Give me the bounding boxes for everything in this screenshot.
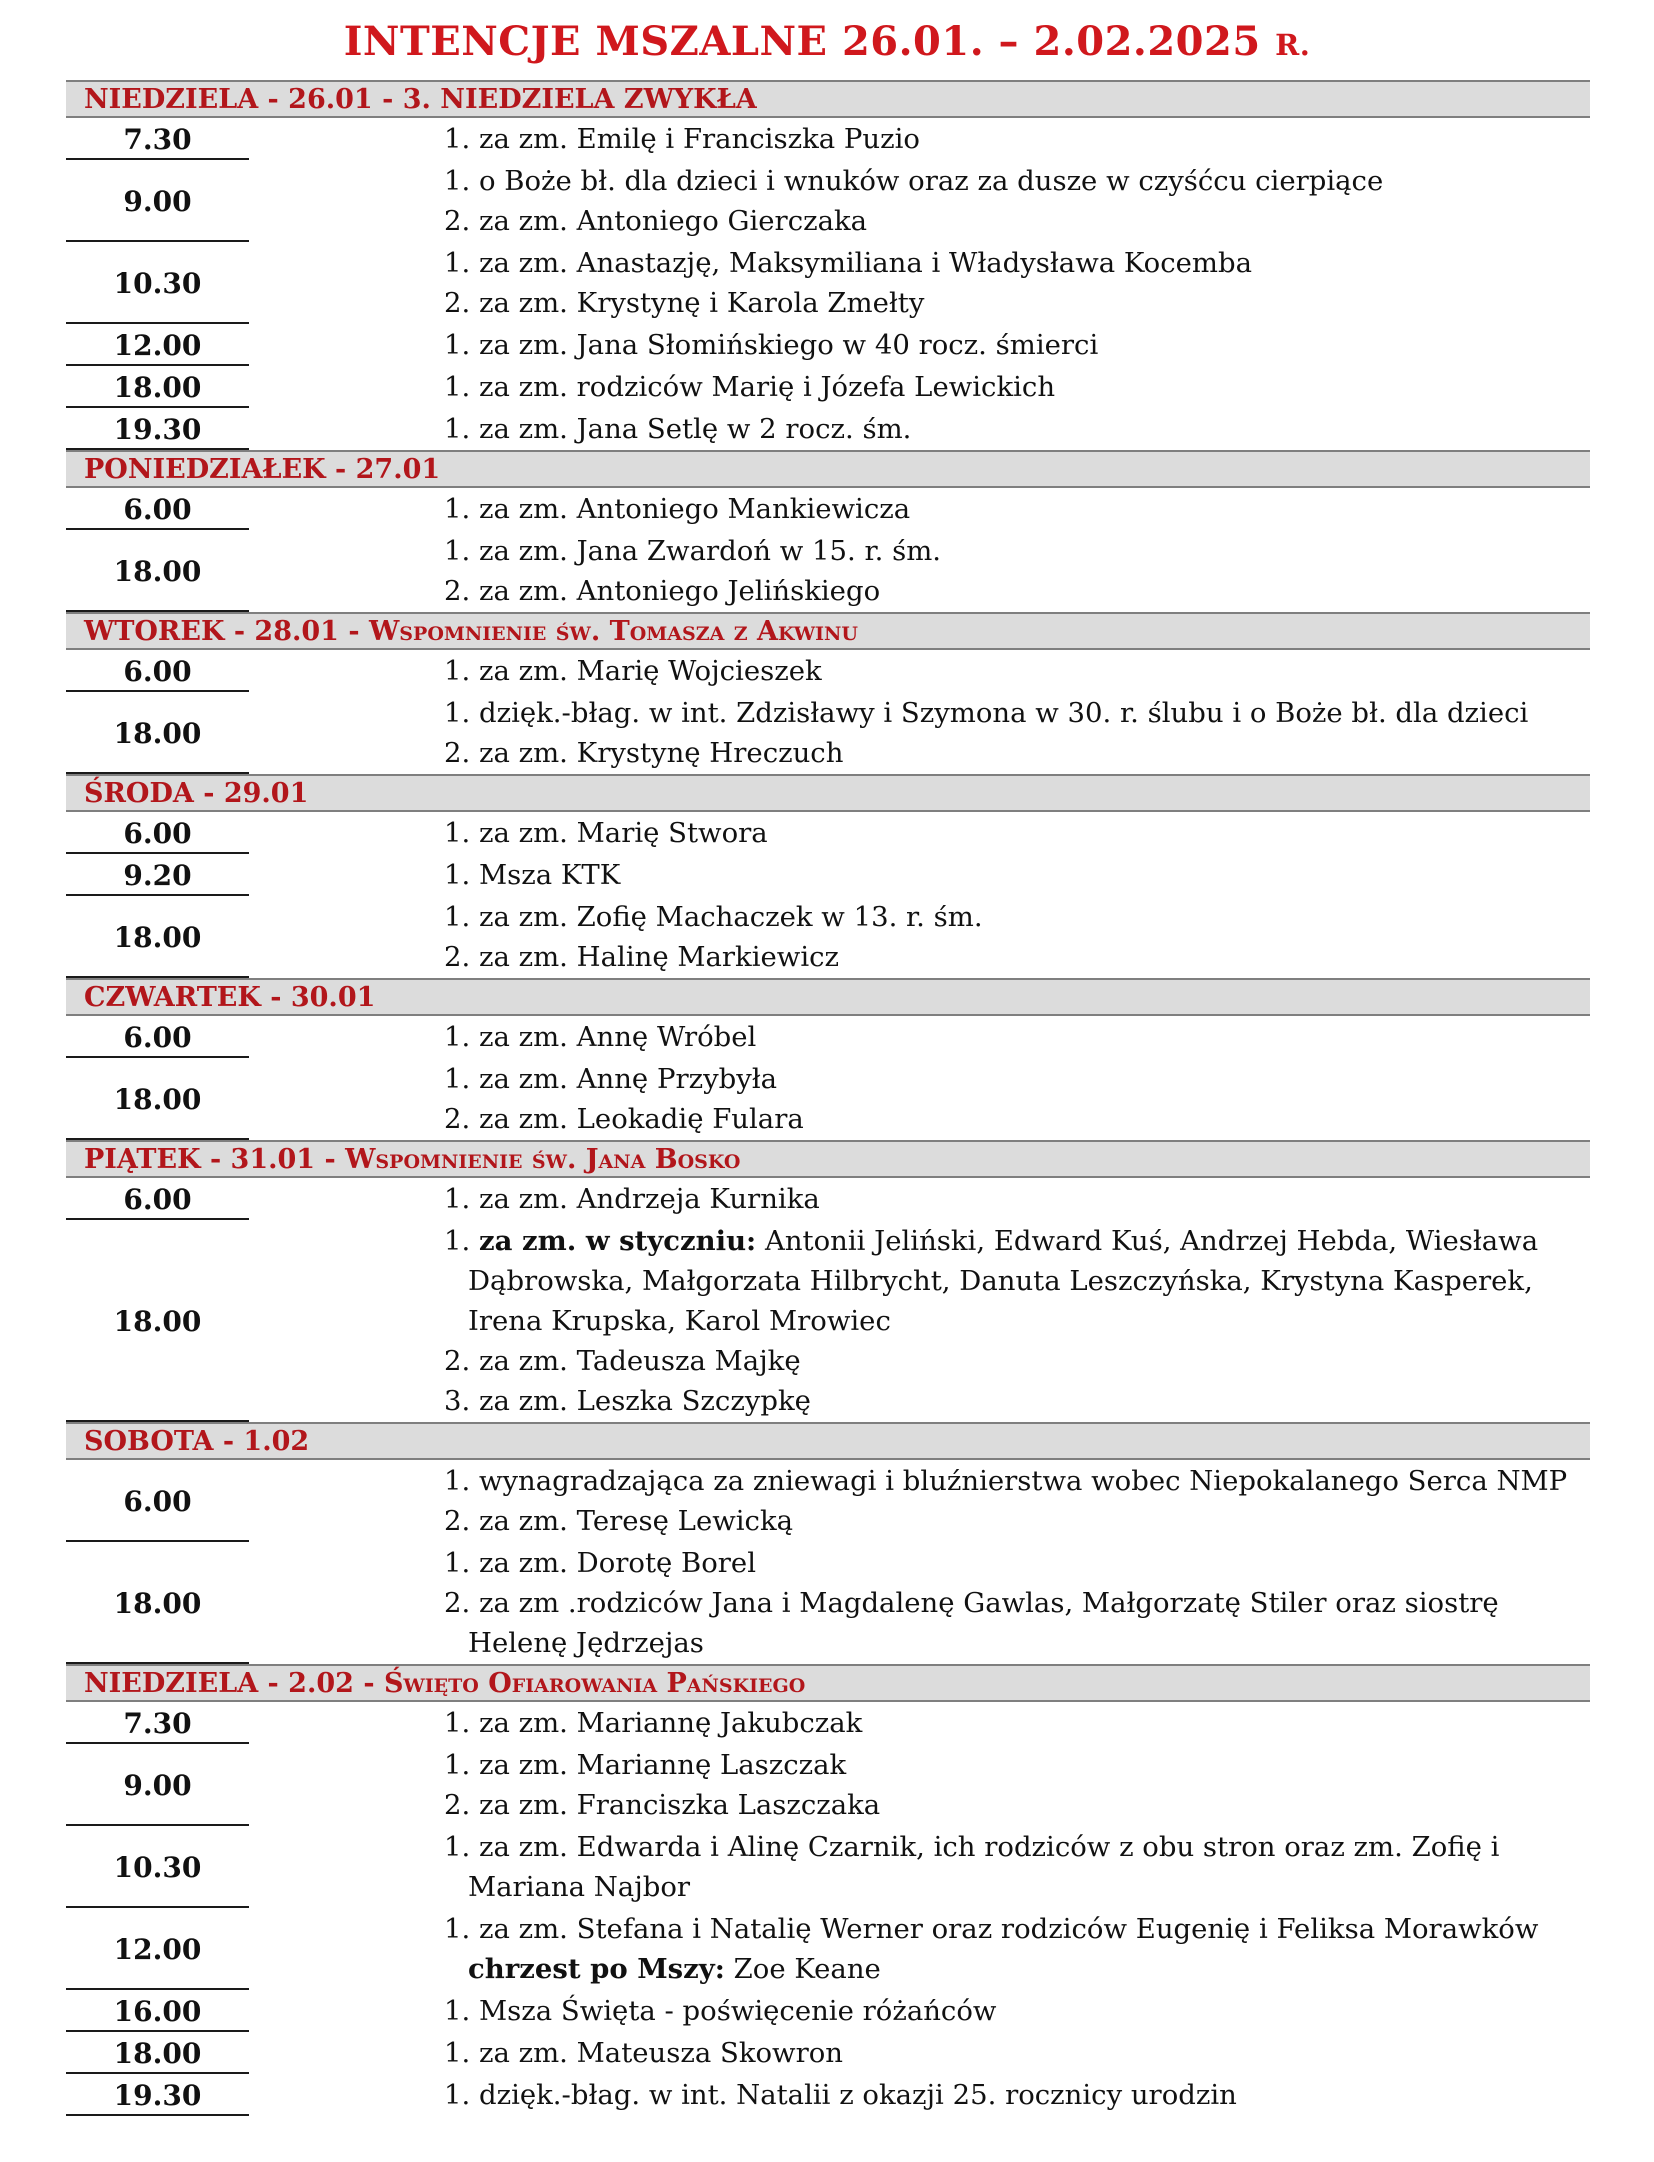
mass-row [66,1702,1590,1744]
mass-intentions [444,1702,862,1744]
day-label: CZWARTEK - 30.01 [84,982,376,1013]
mass-intentions [444,2032,843,2074]
mass-time: 18.00 [113,716,202,750]
mass-time: 9.20 [123,858,192,892]
mass-intentions [444,1542,1590,1664]
mass-time: 7.30 [123,1706,192,1740]
mass-row [66,408,1590,450]
mass-row [66,1058,1590,1140]
mass-intentions [444,1220,1590,1422]
intention-line: 1. o Boże bł. dla dzieci i wnuków oraz za dusze w czyśćcu cierpiące [444,165,1384,197]
day-label: NIEDZIELA - 26.01 - 3. NIEDZIELA ZWYKŁA [84,84,757,115]
intention-line: 2. za zm. Halinę Markiewicz [444,941,840,973]
intention-line: 1. za zm. Dorotę Borel [444,1547,757,1579]
intention-line: 1. dzięk.-błag. w int. Natalii z okazji 25. rocznicy urodzin [444,2079,1237,2111]
intention-line: 1. za zm. Andrzeja Kurnika [444,1183,820,1215]
intention-line: 1. wynagradzająca za zniewagi i bluźnierstwa wobec Niepokalanego Serca NMP [444,1465,1568,1497]
day-header [66,1422,1590,1460]
day-section [66,1664,1590,2116]
mass-time: 6.00 [123,654,192,688]
feast-name: Wspomnienie św. Tomasza z Akwinu [368,616,858,647]
mass-time: 10.30 [113,1850,202,1884]
intention-line: 1. za zm. Mariannę Laszczak [444,1749,847,1781]
intention-line: 1. za zm. Mateusza Skowron [444,2037,843,2069]
day-section [66,1140,1590,1422]
mass-row [66,366,1590,408]
intention-line: 3. za zm. Leszka Szczypkę [444,1385,811,1417]
day-header [66,450,1590,488]
day-label: WTOREK - 28.01 - [84,616,369,647]
mass-time: 10.30 [113,266,202,300]
mass-row [66,1542,1590,1664]
intention-line: 2. za zm. Teresę Lewicką [444,1505,794,1537]
day-section [66,612,1590,774]
mass-time: 9.00 [123,1768,192,1802]
intention-line: 1. za zm. Jana Setlę w 2 rocz. śm. [444,413,912,445]
intention-line: 2. za zm. Franciszka Laszczaka [444,1789,881,1821]
day-label: SOBOTA - 1.02 [84,1426,310,1457]
mass-row [66,488,1590,530]
mass-intentions [444,118,920,160]
mass-intentions [444,242,1252,324]
intention-line: 1. za zm. rodziców Marię i Józefa Lewickich [444,371,1056,403]
mass-intentions [444,160,1383,242]
day-header [66,1664,1590,1702]
mass-row [66,692,1590,774]
mass-time: 6.00 [123,1182,192,1216]
intention-line: 1. dzięk.-błag. w int. Zdzisławy i Szymona w 30. r. ślubu i o Boże bł. dla dzieci [444,697,1529,729]
intention-line: 1. za zm. Antoniego Mankiewicza [444,493,911,525]
mass-time: 12.00 [113,1932,202,1966]
mass-time: 6.00 [123,492,192,526]
mass-time: 18.00 [113,1586,202,1620]
intention-line: 2. za zm. Leokadię Fulara [444,1103,804,1135]
mass-time: 18.00 [113,370,202,404]
day-header [66,1140,1590,1178]
intention-line: 2. za zm. Tadeusza Majkę [444,1345,801,1377]
intention-bold-label: chrzest po Mszy: [468,1953,725,1985]
mass-time: 6.00 [123,1484,192,1518]
mass-intentions [444,692,1528,774]
mass-intentions [444,896,983,978]
mass-row [66,242,1590,324]
mass-intentions [444,1826,1590,1908]
mass-time: 6.00 [123,1020,192,1054]
day-header [66,774,1590,812]
day-header [66,612,1590,650]
mass-intentions [444,1178,820,1220]
mass-row [66,2074,1590,2116]
day-label: PIĄTEK - 31.01 - [84,1144,346,1175]
intention-line: 1. za zm. Marię Wojcieszek [444,655,822,687]
day-header [66,80,1590,118]
mass-intentions [444,366,1055,408]
day-label: ŚRODA - 29.01 [84,778,309,809]
intention-line: 2. za zm. Antoniego Gierczaka [444,205,868,237]
mass-row [66,160,1590,242]
mass-intentions [444,854,620,896]
feast-name: Wspomnienie św. Jana Bosko [345,1144,741,1175]
mass-time: 6.00 [123,816,192,850]
mass-intentions [444,1058,804,1140]
mass-intentions [444,1016,756,1058]
intention-line: 1. za zm. Annę Wróbel [444,1021,757,1053]
intention-line: 1. Msza Święta - poświęcenie różańców [444,1995,997,2027]
intention-line: 1. za zm. Stefana i Natalię Werner oraz rodziców Eugenię i Feliksa Morawków [444,1913,1539,1945]
intention-line: 2. za zm. Krystynę Hreczuch [444,737,844,769]
mass-row [66,2032,1590,2074]
mass-row [66,1460,1590,1542]
mass-time: 19.30 [113,412,202,446]
mass-time: 19.30 [113,2078,202,2112]
mass-intentions [444,1744,880,1826]
intention-bold-label: za zm. w styczniu: [478,1225,757,1257]
intention-line: 1. za zm. Mariannę Jakubczak [444,1707,863,1739]
mass-intentions [444,408,911,450]
mass-row [66,1016,1590,1058]
intention-line: 1. za zm. Jana Słomińskiego w 40 rocz. śmierci [444,329,1099,361]
title-main: INTENCJE MSZALNE 26.01. – 2.02.2025 [343,18,1261,65]
day-label: PONIEDZIAŁEK - 27.01 [84,454,441,485]
mass-intentions [444,1460,1567,1542]
mass-time: 18.00 [113,554,202,588]
mass-schedule [66,80,1590,2116]
intention-line: 1. za zm. Edwarda i Alinę Czarnik, ich rodziców z obu stron oraz zm. Zofię i Mariana Najbor [444,1831,1509,1903]
intention-line: 2. za zm. Krystynę i Karola Zmełty [444,287,925,319]
intention-line: 1. za zm. Emilę i Franciszka Puzio [444,123,920,155]
intention-line: 1. za zm. Anastazję, Maksymiliana i Władysława Kocemba [444,247,1252,279]
mass-row [66,1826,1590,1908]
intention-line: chrzest po Mszy: Zoe Keane [468,1953,881,1985]
mass-time: 16.00 [113,1994,202,2028]
mass-row [66,854,1590,896]
mass-intentions [444,1908,1538,1990]
feast-name: Święto Ofiarowania Pańskiego [383,1668,806,1699]
mass-row [66,118,1590,160]
mass-row [66,1220,1590,1422]
mass-time: 7.30 [123,122,192,156]
mass-intentions [444,530,941,612]
intention-line: 1. za zm. Zofię Machaczek w 13. r. śm. [444,901,983,933]
mass-row [66,812,1590,854]
mass-intentions [444,324,1098,366]
mass-row [66,324,1590,366]
mass-time: 12.00 [113,328,202,362]
day-section [66,978,1590,1140]
intention-line: 1. za zm. Annę Przybyła [444,1063,778,1095]
day-section [66,450,1590,612]
mass-time: 18.00 [113,1304,202,1338]
intention-line: 1. za zm. Jana Zwardoń w 15. r. śm. [444,535,942,567]
day-section [66,1422,1590,1664]
mass-intentions [444,1990,996,2032]
intention-line: 2. za zm. Antoniego Jelińskiego [444,575,881,607]
mass-intentions [444,2074,1237,2116]
mass-row [66,1990,1590,2032]
title-suffix: R. [1275,28,1311,62]
mass-intentions [444,650,822,692]
mass-row [66,1744,1590,1826]
mass-time: 9.00 [123,184,192,218]
day-section [66,80,1590,450]
mass-row [66,650,1590,692]
intention-line: 2. za zm .rodziców Jana i Magdalenę Gawlas, Małgorzatę Stiler oraz siostrę Helenę Jędrzejas [444,1587,1508,1659]
day-section [66,774,1590,978]
mass-time: 18.00 [113,920,202,954]
intention-line: 1. za zm. w styczniu: Antonii Jeliński, Edward Kuś, Andrzej Hebda, Wiesława Dąbrowska, Małgorzata Hilbrycht, Danuta Leszczyńska, Krystyna Kasperek, Irena Krupska, Karol Mrowiec [444,1225,1547,1337]
mass-row [66,896,1590,978]
mass-time: 18.00 [113,1082,202,1116]
day-header [66,978,1590,1016]
mass-intentions [444,812,768,854]
mass-row [66,530,1590,612]
intention-line: 1. za zm. Marię Stwora [444,817,768,849]
mass-intentions [444,488,910,530]
day-label: NIEDZIELA - 2.02 - [84,1668,384,1699]
mass-row [66,1908,1590,1990]
page-title [0,18,1654,65]
intention-line: 1. Msza KTK [444,859,621,891]
mass-time: 18.00 [113,2036,202,2070]
mass-row [66,1178,1590,1220]
